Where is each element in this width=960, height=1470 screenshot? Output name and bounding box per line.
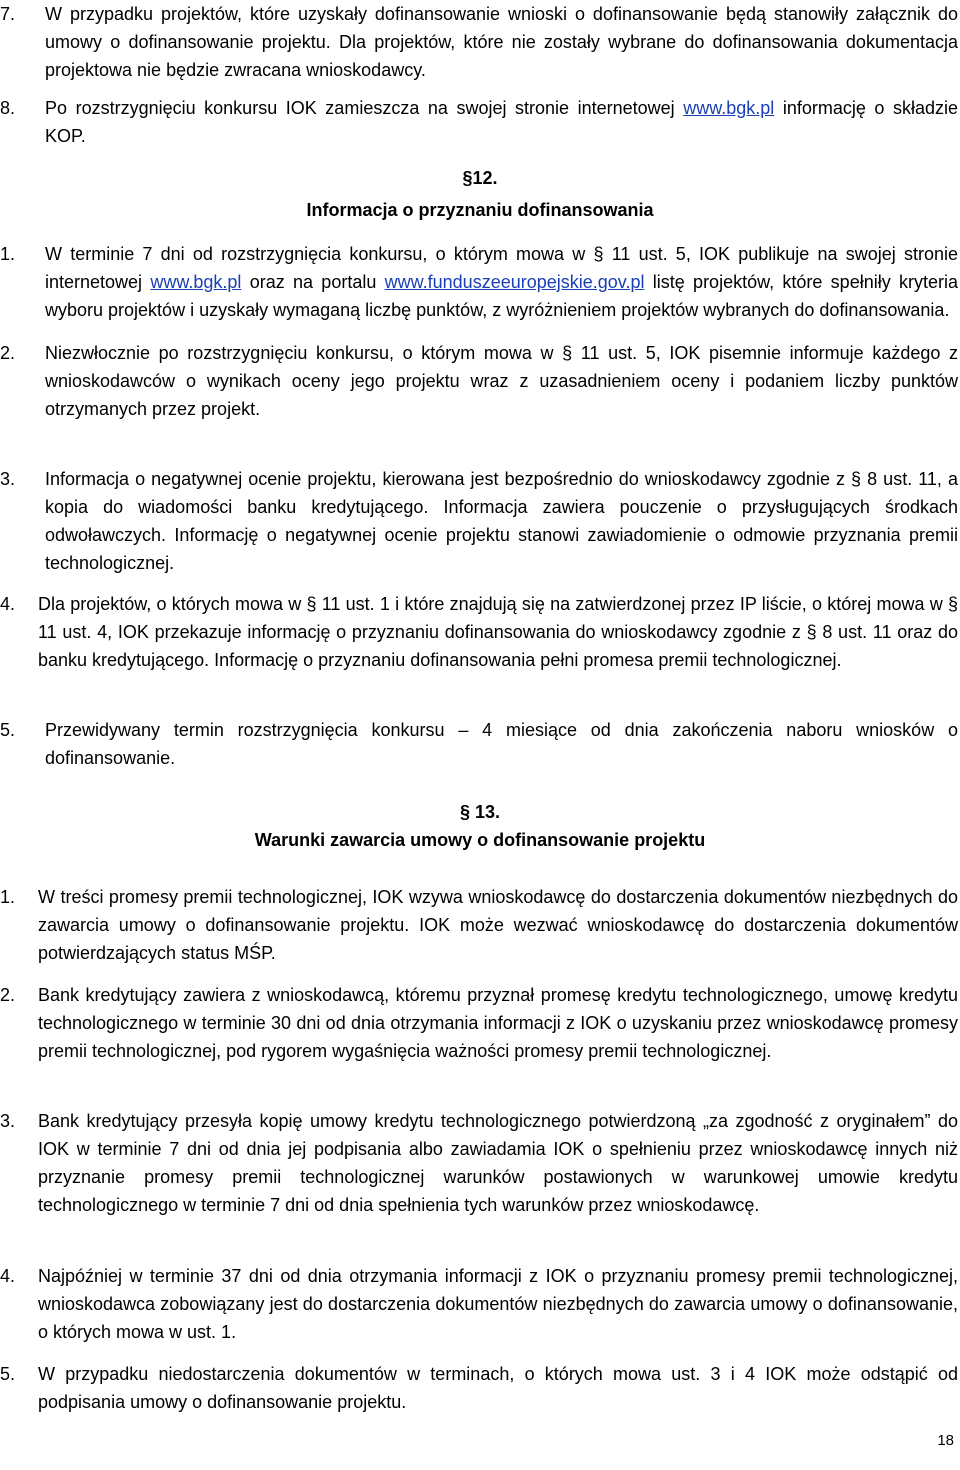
list-item (0, 590, 958, 674)
list-item (0, 883, 958, 967)
item-number: 8. (0, 98, 16, 118)
list-item (0, 1360, 958, 1416)
item-text (38, 1107, 958, 1219)
text-run: Niezwłocznie po rozstrzygnięciu konkursu, o którym mowa w § 11 ust. 5, IOK pisemnie informuje każdego z wnioskodawców o wynikach oceny jego projektu wraz z uzasadnieniem oceny i podaniem liczby punktów otrzymanych przez projekt. (45, 343, 958, 419)
web-link[interactable]: www.bgk.pl (683, 98, 775, 118)
list-item (0, 981, 958, 1065)
text-run: Bank kredytujący zawiera z wnioskodawcą, któremu przyznał promesę kredytu technologicznego, umowę kredytu technologicznego w terminie 30 dni od dnia otrzymania informacji z IOK o uzyskaniu przez wnioskodawcę promesy premii technologicznej, pod rygorem wygaśnięcia ważności promesy premii technologicznej. (38, 985, 958, 1061)
item-text (38, 883, 958, 967)
item-number: 1. (0, 244, 16, 264)
section-number: §12. (462, 168, 498, 188)
list-item (0, 1107, 958, 1219)
section-title: Warunki zawarcia umowy o dofinansowanie projektu (254, 830, 706, 850)
item-text (38, 590, 958, 674)
item-number: 2. (0, 343, 16, 363)
item-text (45, 94, 958, 150)
item-text (45, 716, 958, 772)
item-number: 3. (0, 1111, 16, 1131)
text-run: Po rozstrzygnięciu konkursu IOK zamieszcza na swojej stronie internetowej (45, 98, 684, 118)
text-run: informację o składzie KOP. (45, 98, 958, 146)
item-text (38, 1262, 958, 1346)
list-item (0, 240, 958, 324)
text-run: W przypadku niedostarczenia dokumentów w terminach, o których mowa ust. 3 i 4 IOK może odstąpić od podpisania umowy o dofinansowanie projektu. (38, 1364, 958, 1412)
item-number: 4. (0, 594, 16, 614)
item-number: 5. (0, 720, 16, 740)
item-number: 4. (0, 1266, 16, 1286)
list-item (0, 94, 958, 150)
text-run: Informacja o negatywnej ocenie projektu, kierowana jest bezpośrednio do wnioskodawcy zgodnie z § 8 ust. 11, a kopia do wiadomości banku kredytującego. Informacja zawiera pouczenie o przysługujących środkach odwoławczych. Informację o negatywnej ocenie projektu stanowi zawiadomienie o odmowie przyznania premii technologicznej. (45, 469, 958, 573)
text-run: Bank kredytujący przesyła kopię umowy kredytu technologicznego potwierdzoną „za zgodność z oryginałem” do IOK w terminie 7 dni od dnia jej podpisania albo zawiadamia IOK o spełnieniu przez wnioskodawcę innych niż przyznanie promesy premii technologicznej warunków postawionych w warunkowej umowie kredytu technologicznego w terminie 7 dni od dnia spełnienia tych warunków przez wnioskodawcę. (38, 1111, 958, 1215)
item-text (45, 465, 958, 577)
text-run: Dla projektów, o których mowa w § 11 ust. 1 i które znajdują się na zatwierdzonej przez IP liście, o której mowa w § 11 ust. 4, IOK przekazuje informację o przyznaniu dofinansowania do wnioskodawcy zgodnie z § 8 ust. 11 oraz do banku kredytującego. Informację o przyznaniu dofinansowania pełni promesa premii technologicznej. (38, 594, 958, 670)
item-text (38, 1360, 958, 1416)
list-item (0, 339, 958, 423)
list-item (0, 0, 958, 84)
web-link[interactable]: www.bgk.pl (150, 272, 242, 292)
web-link[interactable]: www.funduszeeuropejskie.gov.pl (384, 272, 645, 292)
item-text (38, 981, 958, 1065)
item-number: 7. (0, 4, 16, 24)
text-run: listę projektów, które spełniły kryteria wyboru projektów i uzyskały wymaganą liczbę punktów, z wyróżnieniem projektów wybranych do dofinansowania. (45, 272, 959, 320)
text-run: oraz na portalu (241, 272, 385, 292)
list-item (0, 1262, 958, 1346)
item-number: 5. (0, 1364, 16, 1384)
section-number: § 13. (459, 802, 501, 822)
text-run: Przewidywany termin rozstrzygnięcia konkursu – 4 miesiące od dnia zakończenia naboru wniosków o dofinansowanie. (45, 720, 958, 768)
item-number: 3. (0, 469, 16, 489)
item-number: 2. (0, 985, 16, 1005)
text-run: W treści promesy premii technologicznej, IOK wzywa wnioskodawcę do dostarczenia dokumentów niezbędnych do zawarcia umowy o dofinansowanie projektu. IOK może wezwać wnioskodawcę do dostarczenia dokumentów potwierdzających status MŚP. (38, 887, 958, 963)
text-run: W przypadku projektów, które uzyskały dofinansowanie wnioski o dofinansowanie będą stanowiły załącznik do umowy o dofinansowanie projektu. Dla projektów, które nie zostały wybrane do dofinansowania dokumentacja projektowa nie będzie zwracana wnioskodawcy. (45, 4, 958, 80)
list-item (0, 716, 958, 772)
list-item (0, 465, 958, 577)
text-run: W terminie 7 dni od rozstrzygnięcia konkursu, o którym mowa w § 11 ust. 5, IOK publikuje na swojej stronie internetowej (45, 244, 958, 292)
text-run: Najpóźniej w terminie 37 dni od dnia otrzymania informacji z IOK o przyznaniu promesy premii technologicznej, wnioskodawca zobowiązany jest do dostarczenia dokumentów niezbędnych do zawarcia umowy o dofinansowanie, o których mowa w ust. 1. (38, 1266, 958, 1342)
item-number: 1. (0, 887, 16, 907)
item-text (45, 240, 958, 324)
section-title: Informacja o przyznaniu dofinansowania (306, 200, 654, 220)
item-text (45, 0, 958, 84)
item-text (45, 339, 958, 423)
page-number: 18 (937, 1432, 954, 1449)
